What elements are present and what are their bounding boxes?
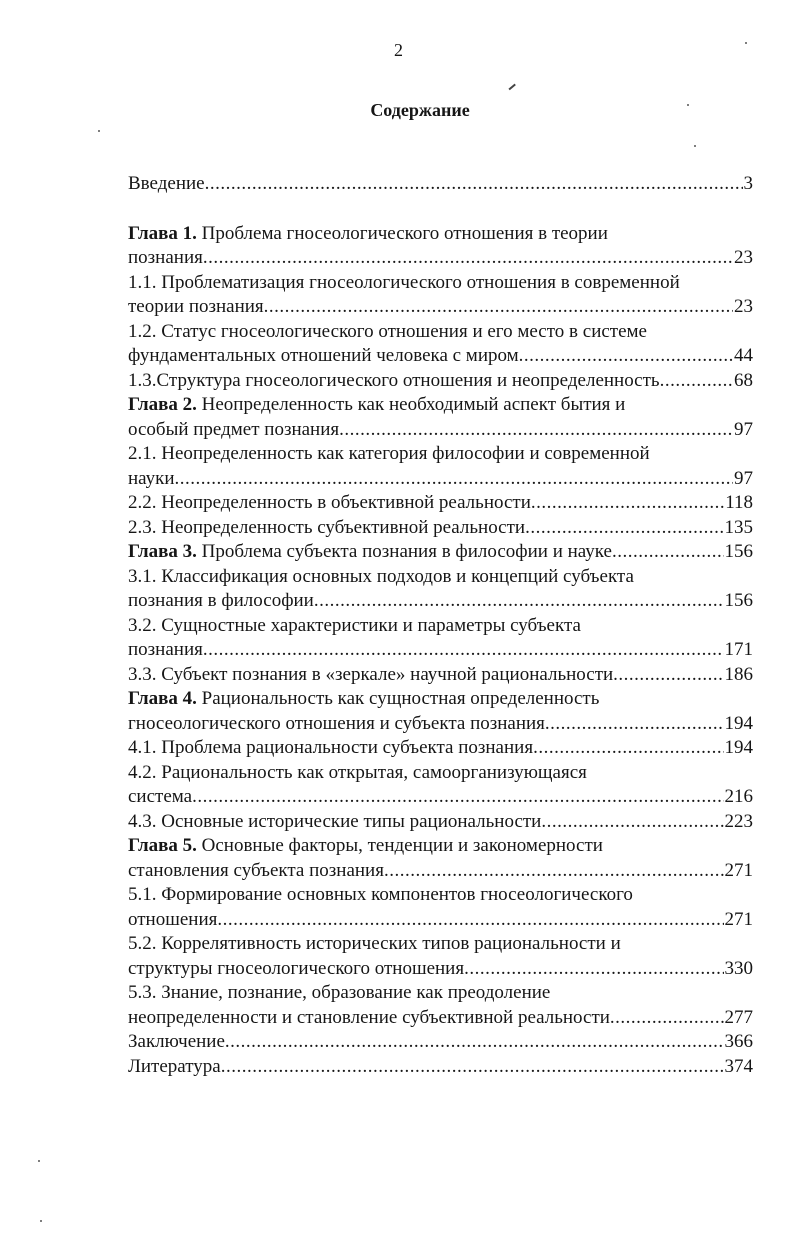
toc-section-3-2-heading: 3.2. Сущностные характеристики и параметры субъекта (128, 615, 581, 636)
toc-section-1-1 (128, 295, 753, 320)
dot-leader (203, 638, 724, 663)
toc-page-number: 271 (724, 860, 753, 881)
toc-page-number: 23 (734, 247, 753, 268)
toc-entry-title: 2.2. Неопределенность в объективной реальности (128, 492, 531, 513)
toc-page-number: 156 (724, 541, 753, 562)
toc-entry-title: фундаментальных отношений человека с миром (128, 345, 519, 366)
toc-page-number: 374 (724, 1056, 753, 1077)
toc-section-2-3 (128, 516, 753, 541)
dot-leader (264, 295, 733, 320)
scan-speck (98, 130, 100, 132)
toc-entry-title: Неопределенность как необходимый аспект бытия и (201, 394, 626, 415)
dot-leader (533, 736, 723, 761)
scan-speck (687, 104, 689, 106)
toc-chapter-4 (128, 712, 753, 737)
toc-entry-title: становления субъекта познания (128, 860, 384, 881)
dot-leader (221, 1055, 724, 1080)
toc-section-3-2 (128, 638, 753, 663)
dot-leader (613, 663, 723, 688)
dot-leader (217, 908, 723, 933)
toc-page-number: 23 (734, 296, 753, 317)
toc-page-number: 223 (724, 811, 753, 832)
toc-section-1-2 (128, 344, 753, 369)
toc-page-number: 330 (724, 958, 753, 979)
toc-entry-title: Рациональность как сущностная определенность (201, 688, 600, 709)
toc-entry-title: Проблема гносеологического отношения в теории (201, 223, 608, 244)
toc-entry-title: отношения (128, 909, 218, 930)
chapter-label: Глава 3. (128, 541, 197, 562)
toc-chapter-5-heading (128, 834, 603, 859)
toc-page-number: 3 (743, 173, 753, 194)
toc-chapter-1 (128, 246, 753, 271)
dot-leader (612, 540, 724, 565)
dot-leader (314, 589, 724, 614)
toc-entry-title: познания (128, 639, 203, 660)
dot-leader (205, 172, 743, 197)
dot-leader (525, 516, 723, 541)
toc-page-number: 97 (734, 468, 753, 489)
toc-section-4-3 (128, 810, 753, 835)
toc-chapter-1-heading (128, 222, 608, 247)
toc-page-number: 118 (725, 492, 753, 513)
toc-section-3-3 (128, 663, 753, 688)
toc-section-5-1-heading: 5.1. Формирование основных компонентов гносеологического (128, 884, 633, 905)
scan-speck (694, 145, 696, 147)
chapter-label: Глава 4. (128, 688, 197, 709)
scan-mark (508, 84, 515, 90)
toc-entry-title: 2.3. Неопределенность субъективной реальности (128, 517, 526, 538)
toc-entry-title: неопределенности и становление субъективной реальности (128, 1007, 610, 1028)
toc-entry-title: структуры гносеологического отношения (128, 958, 465, 979)
toc-page-number: 194 (724, 713, 753, 734)
toc-section-3-1 (128, 589, 753, 614)
toc-page-number: 171 (724, 639, 753, 660)
scan-speck (38, 1160, 40, 1162)
toc-entry-title: гносеологического отношения и субъекта познания (128, 713, 545, 734)
dot-leader (519, 344, 733, 369)
toc-section-3-1-heading: 3.1. Классификация основных подходов и концепций субъекта (128, 566, 634, 587)
toc-page-number: 186 (724, 664, 753, 685)
toc-page-number: 271 (724, 909, 753, 930)
scan-speck (745, 42, 747, 44)
toc-page-number: 156 (724, 590, 753, 611)
toc-entry-title: Литература (128, 1056, 221, 1077)
toc-entry-title: Введение (128, 173, 205, 194)
page-title: Содержание (370, 100, 470, 120)
dot-leader (531, 491, 724, 516)
dot-leader (225, 1030, 724, 1055)
toc-section-5-3 (128, 1006, 753, 1031)
toc-entry-title: 1.3.Структура гносеологического отношения и неопределенность (128, 370, 660, 391)
toc-entry-title: теории познания (128, 296, 264, 317)
dot-leader (384, 859, 724, 884)
toc-entry-title: познания в философии (128, 590, 314, 611)
toc-section-5-3-heading: 5.3. Знание, познание, образование как преодоление (128, 982, 551, 1003)
toc-section-5-2 (128, 957, 753, 982)
toc-entry-title: 4.3. Основные исторические типы рациональности (128, 811, 542, 832)
toc-chapter-2 (128, 418, 753, 443)
dot-leader (545, 712, 724, 737)
dot-leader (464, 957, 723, 982)
toc-chapter-2-heading (128, 393, 625, 418)
toc-page-number: 277 (724, 1007, 753, 1028)
page-number: 2 (394, 40, 403, 60)
toc-chapter-4-heading (128, 687, 599, 712)
chapter-label: Глава 1. (128, 223, 197, 244)
toc-entry-title: науки (128, 468, 175, 489)
toc-section-1-2-heading: 1.2. Статус гносеологического отношения и его место в системе (128, 321, 647, 342)
dot-leader (541, 810, 723, 835)
toc-section-5-2-heading: 5.2. Коррелятивность исторических типов рациональности и (128, 933, 621, 954)
toc-section-4-1 (128, 736, 753, 761)
toc-section-2-1 (128, 467, 753, 492)
dot-leader (203, 246, 733, 271)
toc-page-number: 216 (724, 786, 753, 807)
toc-entry-intro (128, 172, 753, 197)
toc-section-4-2 (128, 785, 753, 810)
toc-chapter-3 (128, 540, 753, 565)
toc-chapter-5 (128, 859, 753, 884)
toc-entry-title: познания (128, 247, 203, 268)
toc-entry-title: 3.3. Субъект познания в «зеркале» научной рациональности (128, 664, 614, 685)
toc-entry-literature (128, 1055, 753, 1080)
toc-entry-title: Заключение (128, 1031, 225, 1052)
toc-page-number: 366 (724, 1031, 753, 1052)
toc-section-1-3 (128, 369, 753, 394)
toc-section-4-2-heading: 4.2. Рациональность как открытая, самоорганизующаяся (128, 762, 587, 783)
dot-leader (175, 467, 733, 492)
toc-entry-conclusion (128, 1030, 753, 1055)
toc-section-2-2 (128, 491, 753, 516)
toc-entry-title: система (128, 786, 193, 807)
toc-entry-title: особый предмет познания (128, 419, 340, 440)
dot-leader (339, 418, 733, 443)
toc-section-5-1 (128, 908, 753, 933)
toc-entry-title: Основные факторы, тенденции и закономерности (201, 835, 603, 856)
toc-entry-title: Проблема субъекта познания в философии и науке (201, 541, 612, 562)
dot-leader (192, 785, 723, 810)
toc-page-number: 44 (734, 345, 753, 366)
scan-speck (40, 1220, 42, 1222)
chapter-label: Глава 5. (128, 835, 197, 856)
toc-page-number: 97 (734, 419, 753, 440)
toc-page-number: 194 (724, 737, 753, 758)
toc-page-number: 68 (734, 370, 753, 391)
chapter-label: Глава 2. (128, 394, 197, 415)
toc-page-number: 135 (724, 517, 753, 538)
dot-leader (660, 369, 733, 394)
toc-entry-title: 4.1. Проблема рациональности субъекта познания (128, 737, 534, 758)
toc-section-1-1-heading: 1.1. Проблематизация гносеологического отношения в современной (128, 272, 680, 293)
dot-leader (610, 1006, 724, 1031)
toc-section-2-1-heading: 2.1. Неопределенность как категория философии и современной (128, 443, 650, 464)
